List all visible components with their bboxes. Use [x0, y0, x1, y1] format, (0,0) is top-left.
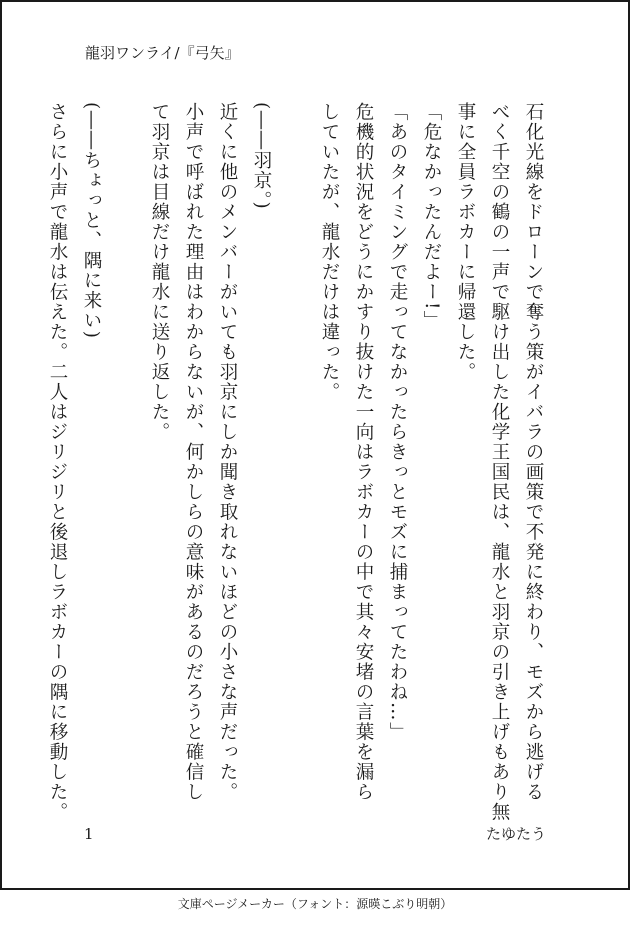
text-line: 「危なかったんだよー!」	[421, 102, 442, 331]
author-name: たゆたう	[486, 825, 547, 843]
text-line: 近くに他のメンバーがいても羽京にしか聞き取れないほどの小さな声だった。	[217, 102, 238, 802]
text-line: (――ちょっと、隅に来い)	[81, 102, 102, 340]
blank-line	[108, 102, 142, 822]
text-line: 小声で呼ばれた理由はわからないが、何かしらの意味があるのだろうと確信し	[183, 102, 204, 802]
text-line: て羽京は目線だけ龍水に送り返した。	[149, 102, 170, 442]
text-line: べく千空の鶴の一声で駆け出した化学王国民は、龍水と羽京の引き上げもあり無	[489, 102, 510, 822]
text-line: 危機的状況をどうにかすり抜けた一向はラボカーの中で其々安堵の言葉を漏ら	[353, 102, 374, 802]
text-line: さらに小声で龍水は伝えた。二人はジリジリと後退しラボカーの隅に移動した。	[47, 102, 68, 822]
blank-line	[278, 102, 312, 822]
page-number: 1	[84, 825, 94, 843]
vertical-body-text	[40, 102, 550, 822]
text-line: していたが、龍水だけは違った。	[319, 102, 340, 402]
text-line: 石化光線をドローンで奪う策がイバラの画策で不発に終わり、モズから逃げる	[523, 102, 544, 802]
text-line: 事に全員ラボカーに帰還した。	[455, 102, 476, 382]
text-line: (――羽京。)	[251, 102, 272, 211]
story-title: 龍羽ワンライ/『弓矢』	[85, 44, 240, 62]
text-line: 「あのタイミングで走ってなかったらきっとモズに捕まってたわね…」	[387, 102, 408, 742]
generator-caption: 文庫ページメーカー（フォント：源暎こぶり明朝）	[177, 897, 453, 911]
